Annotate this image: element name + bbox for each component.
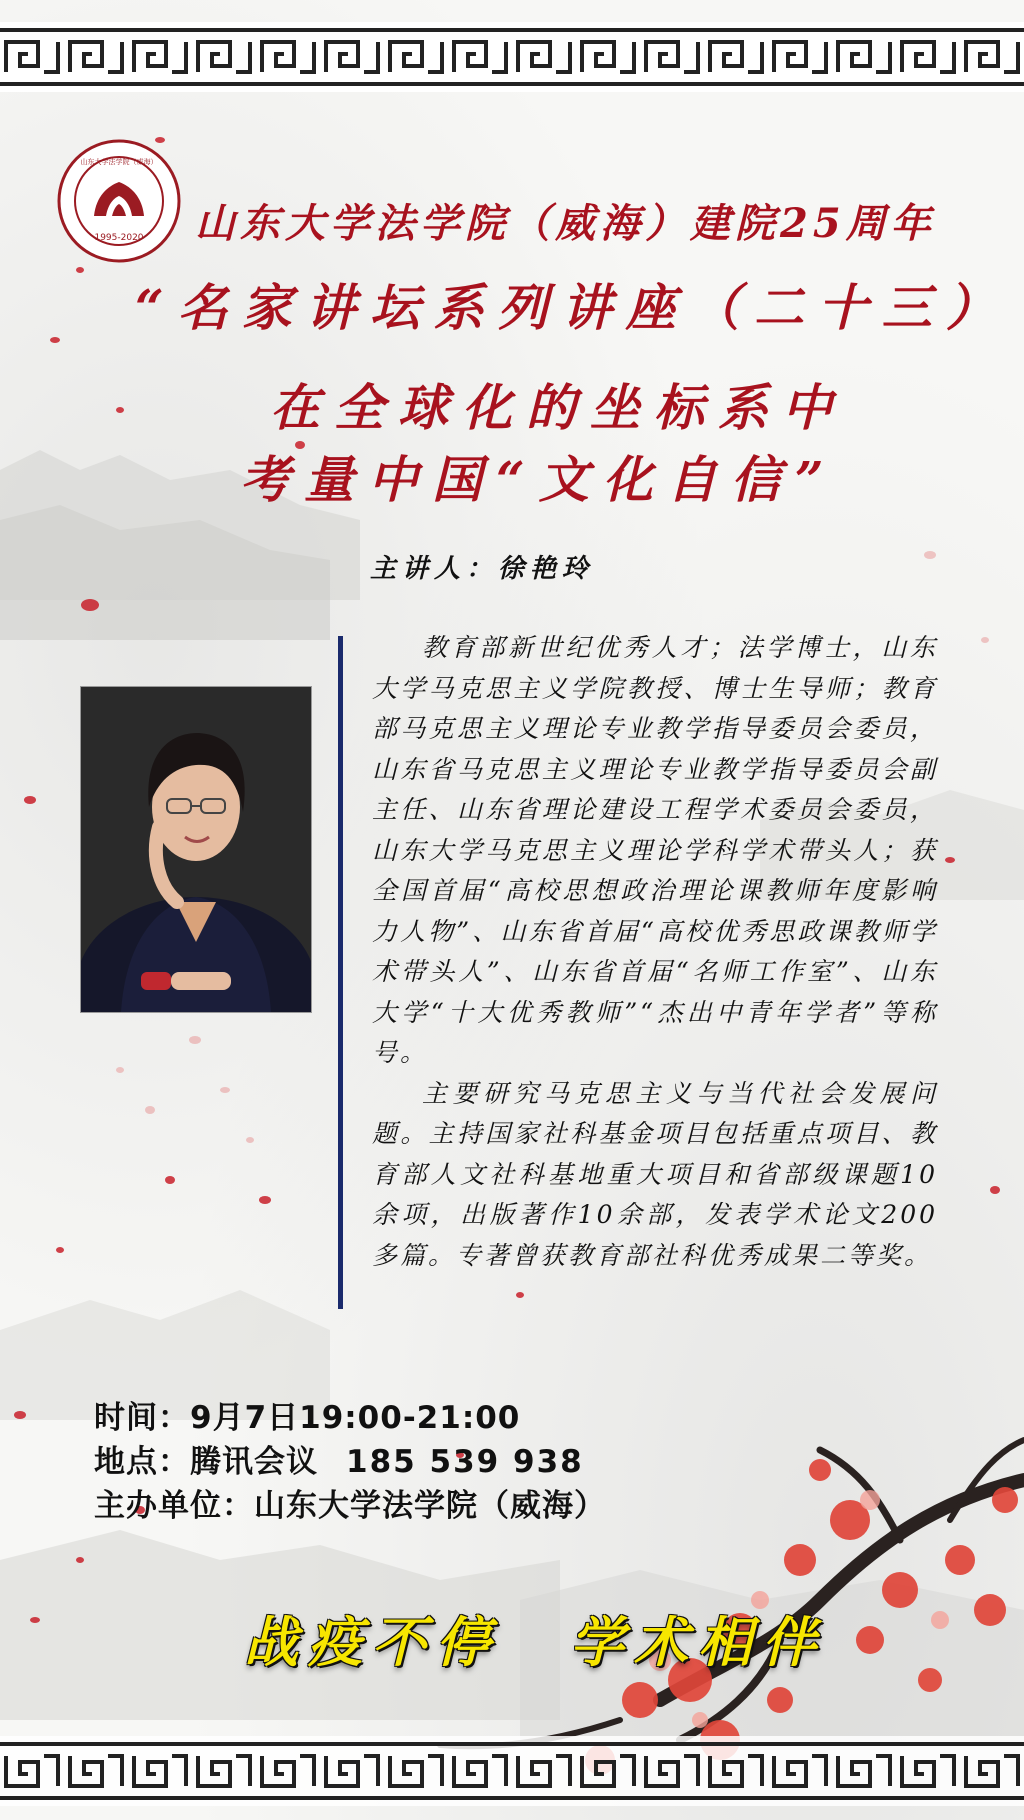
lecture-series-title: “名家讲坛系列讲座（二十三） <box>135 278 1010 337</box>
speaker-photo <box>80 686 312 1013</box>
meeting-number: 185 539 938 <box>346 1444 584 1480</box>
slogan-part-2: 学术相伴 <box>570 1610 826 1674</box>
event-place-label: 地点：腾讯会议 <box>94 1444 318 1480</box>
bio-divider <box>338 636 343 1309</box>
slogan-part-1: 战疫不停 <box>244 1610 500 1674</box>
anniversary-logo <box>56 138 182 264</box>
speaker-name: 主讲人：徐艳玲 <box>370 554 595 584</box>
speaker-biography <box>372 628 938 1276</box>
event-time: 时间：9月7日19:00-21:00 <box>94 1400 521 1436</box>
speaker-portrait-illustration <box>81 687 311 1012</box>
bio-paragraph: 教育部新世纪优秀人才；法学博士，山东大学马克思主义学院教授、博士生导师；教育部马克思主义理论专业教学指导委员会委员，山东省马克思主义理论专业教学指导委员会副主任、山东省理论建设工程学术委员会委员，山东大学马克思主义理论学科学术带头人；获全国首届“高校思想政治理论课教师年度影响力人物”、山东省首届“高校优秀思政课教师学术带头人”、山东省首届“名师工作室”、山东大学“十大优秀教师”“杰出中青年学者”等称号。 <box>372 633 938 1067</box>
lecture-title-line-2: 考量中国“文化自信” <box>240 450 838 509</box>
lecture-title-line-1: 在全球化的坐标系中 <box>270 378 846 437</box>
event-place <box>94 1436 584 1481</box>
bio-paragraph: 主要研究马克思主义与当代社会发展问题。主持国家社科基金项目包括重点项目、教育部人文社科基地重大项目和省部级课题10余项，出版著作10余部，发表学术论文200多篇。专著曾获教育部社科优秀成果二等奖。 <box>372 1078 938 1270</box>
svg-text:1995-2020: 1995-2020 <box>94 233 144 243</box>
bottom-fret-border <box>0 1736 1024 1806</box>
svg-text:山东大学法学院（威海）: 山东大学法学院（威海） <box>80 158 158 166</box>
anniversary-heading: 山东大学法学院（威海）建院25周年 <box>195 200 936 247</box>
top-fret-border <box>0 22 1024 92</box>
event-host: 主办单位：山东大学法学院（威海） <box>94 1488 606 1524</box>
